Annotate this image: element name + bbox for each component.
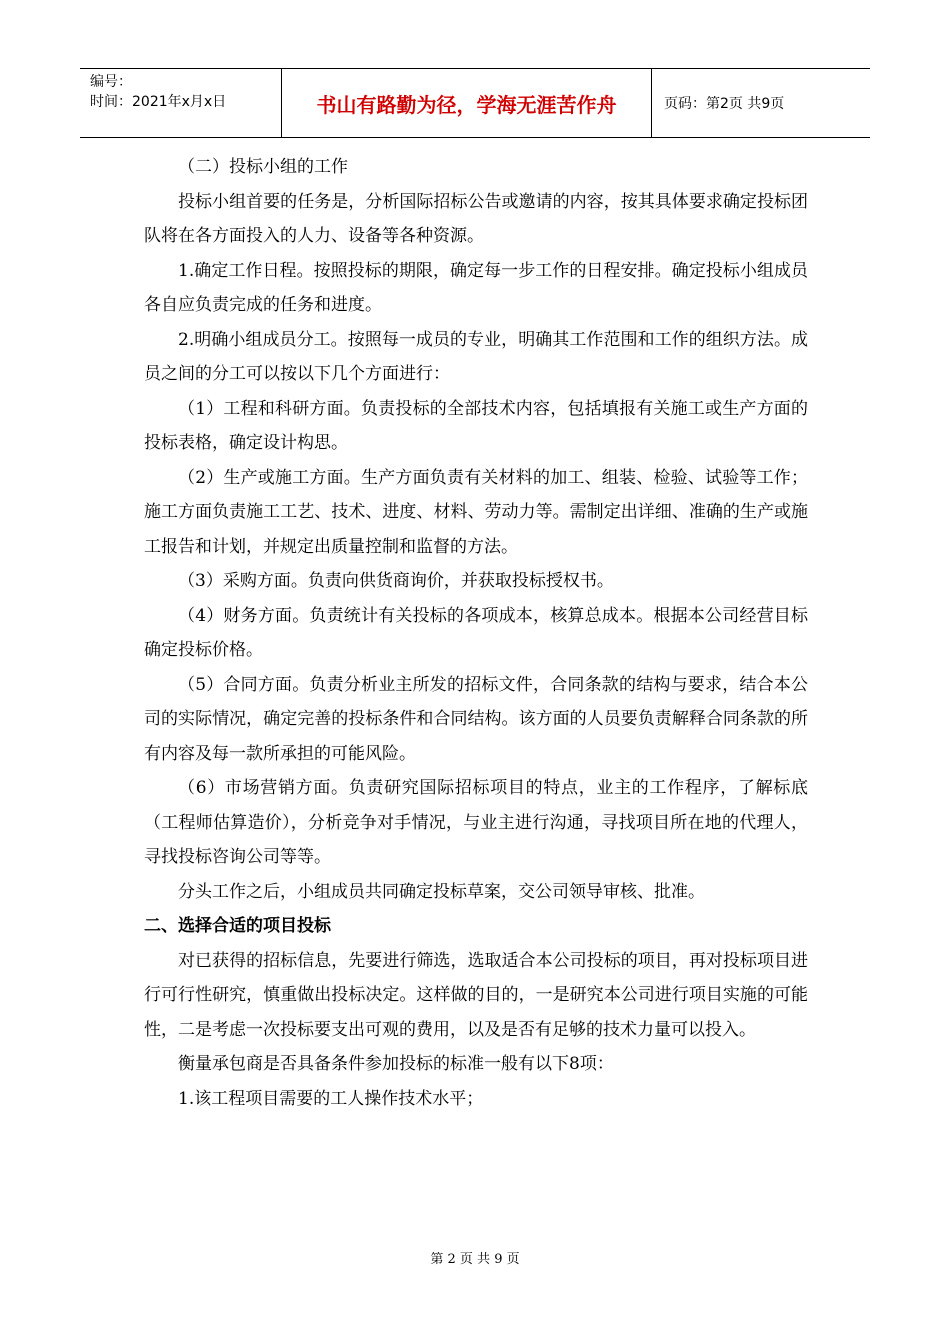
paragraph: 1.确定工作日程。按照投标的期限，确定每一步工作的日程安排。确定投标小组成员各自应负责完成的任务和进度。 <box>144 260 808 315</box>
document-header <box>80 68 870 138</box>
paragraph: 1.该工程项目需要的工人操作技术水平； <box>178 1088 484 1109</box>
document-body <box>144 150 808 1116</box>
header-motto: 书山有路勤为径，学海无涯苦作舟 <box>282 69 652 137</box>
subsection-heading: （二）投标小组的工作 <box>178 157 348 177</box>
page-footer: 第 2 页 共 9 页 <box>430 1252 520 1267</box>
paragraph: （1）工程和科研方面。负责投标的全部技术内容，包括填报有关施工或生产方面的投标表格，确定设计构思。 <box>144 398 808 453</box>
date-label: 时间：2021年x月x日 <box>90 94 227 110</box>
paragraph: 投标小组首要的任务是，分析国际招标公告或邀请的内容，按其具体要求确定投标团队将在各方面投入的人力、设备等各种资源。 <box>144 191 808 246</box>
paragraph: （6）市场营销方面。负责研究国际招标项目的特点，业主的工作程序，了解标底（工程师估算造价），分析竞争对手情况，与业主进行沟通，寻找项目所在地的代理人，寻找投标咨询公司等等。 <box>144 778 808 867</box>
section-heading: 二、选择合适的项目投标 <box>144 916 331 936</box>
paragraph: （3）采购方面。负责向供货商询价，并获取投标授权书。 <box>178 571 614 591</box>
header-page-label: 页码：第2页 共9页 <box>664 96 785 112</box>
code-label: 编号： <box>90 74 132 90</box>
paragraph: 衡量承包商是否具备条件参加投标的标准一般有以下8项： <box>178 1054 614 1074</box>
paragraph: 对已获得的招标信息，先要进行筛选，选取适合本公司投标的项目，再对投标项目进行可行性研究，慎重做出投标决定。这样做的目的，一是研究本公司进行项目实施的可能性，二是考虑一次投标要支出可观的费用，以及是否有足够的技术力量可以投入。 <box>144 950 808 1040</box>
paragraph: 分头工作之后，小组成员共同确定投标草案，交公司领导审核、批准。 <box>178 881 705 902</box>
paragraph: （5）合同方面。负责分析业主所发的招标文件，合同条款的结构与要求，结合本公司的实际情况，确定完善的投标条件和合同结构。该方面的人员要负责解释合同条款的所有内容及每一款所承担的可能风险。 <box>144 674 808 764</box>
header-meta <box>80 69 282 137</box>
paragraph: 2.明确小组成员分工。按照每一成员的专业，明确其工作范围和工作的组织方法。成员之间的分工可以按以下几个方面进行： <box>144 329 808 384</box>
paragraph: （2）生产或施工方面。生产方面负责有关材料的加工、组装、检验、试验等工作；施工方面负责施工工艺、技术、进度、材料、劳动力等。需制定出详细、准确的生产或施工报告和计划，并规定出质量控制和监督的方法。 <box>144 467 808 557</box>
paragraph: （4）财务方面。负责统计有关投标的各项成本，核算总成本。根据本公司经营目标确定投标价格。 <box>144 605 808 660</box>
